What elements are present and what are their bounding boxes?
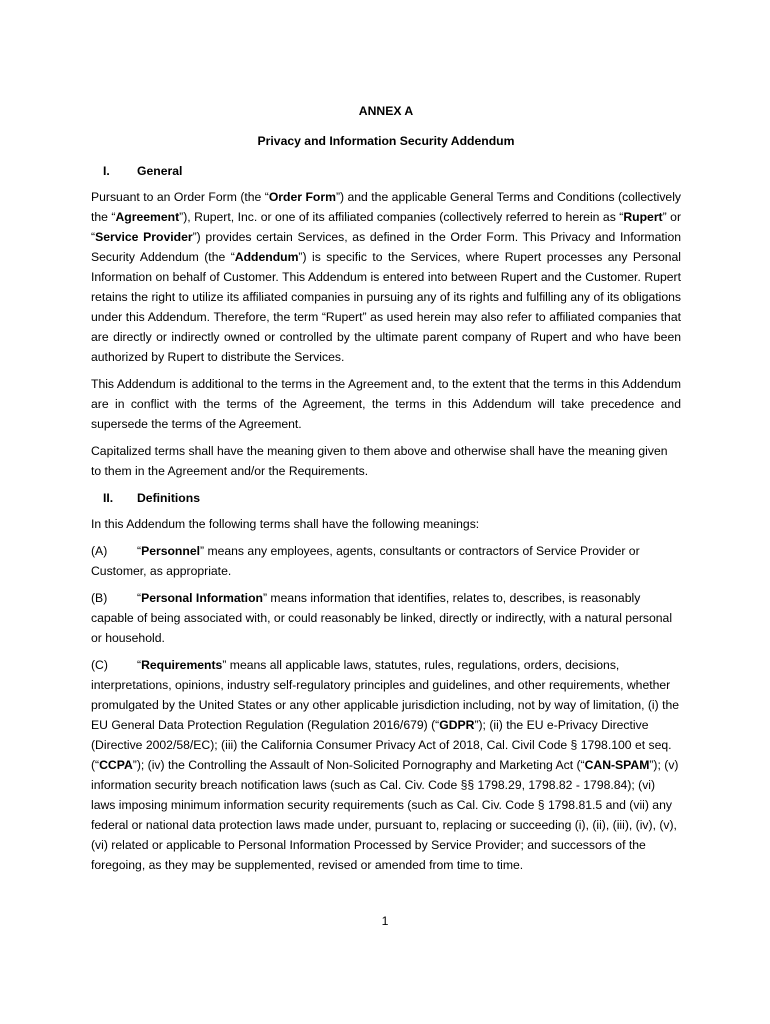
definition-term: Personnel — [141, 544, 200, 558]
definition-personal-information: (B) “Personal Information” means information that identifies, relates to, describes, is reasonably capable of being associated with, or could reasonably be linked, directly or indirectly, with a natural personal or household. — [91, 588, 681, 648]
section-heading-general — [91, 161, 681, 181]
section-title: Definitions — [137, 491, 200, 505]
general-paragraph-3: Capitalized terms shall have the meaning given to them above and otherwise shall have the meaning given to them in the Agreement and/or the Requirements. — [91, 444, 668, 478]
definition-personnel: (A) “Personnel” means any employees, agents, consultants or contractors of Service Provider or Customer, as appropriate. — [91, 541, 681, 581]
document-title: Privacy and Information Security Addendum — [257, 134, 515, 148]
definition-requirements: (C) “Requirements” means all applicable laws, statutes, rules, regulations, orders, decisions, interpretations, opinions, industry self-regulatory principles and guidelines, and other requirements, whether promulgated by the United States or any other applicable jurisdiction including, not by way of limitation, (i) the EU General Data Protection Regulation (Regulation 2016/679) (“GDPR”); (ii) the EU e-Privacy Directive (Directive 2002/58/EC); (iii) the California Consumer Privacy Act of 2018, Cal. Civil Code § 1798.100 et seq. (“CCPA”); (iv) the Controlling the Assault of Non-Solicited Pornography and Marketing Act (“CAN-SPAM”); (v) information security breach notification laws (such as Cal. Civ. Code §§ 1798.29, 1798.82 - 1798.84); (vi) laws imposing minimum information security requirements (such as Cal. Civ. Code § 1798.81.5 and (vii) any federal or national data protection laws made under, pursuant to, replacing or succeeding (i), (ii), (iii), (iv), (v), (vi) related or applicable to Personal Information Processed by Service Provider; and successors of the foregoing, as they may be supplemented, revised or amended from time to time. — [91, 655, 681, 875]
general-paragraph-2: This Addendum is additional to the terms in the Agreement and, to the extent that the terms in this Addendum are in conflict with the terms of the Agreement, the terms in this Addendum will take precedence and supersede the terms of the Agreement. — [91, 377, 681, 431]
definition-label: (C) — [91, 658, 108, 672]
page-number: 1 — [381, 914, 389, 928]
definition-label: (B) — [91, 591, 108, 605]
section-heading-definitions — [91, 488, 681, 508]
definition-term: Personal Information — [141, 591, 263, 605]
section-number: II. — [103, 491, 114, 505]
definitions-intro: In this Addendum the following terms shall have the following meanings: — [91, 517, 480, 531]
section-title: General — [137, 164, 183, 178]
annex-title: ANNEX A — [358, 104, 414, 118]
document-body — [91, 101, 681, 882]
section-number: I. — [103, 164, 110, 178]
definition-term: Requirements — [141, 658, 223, 672]
general-paragraph-1: Pursuant to an Order Form (the “Order Form”) and the applicable General Terms and Conditions (collectively the “Agreement”), Rupert, Inc. or one of its affiliated companies (collectively referred to herein as “Rupert” or “Service Provider”) provides certain Services, as defined in the Order Form. This Privacy and Information Security Addendum (the “Addendum”) is specific to the Services, where Rupert processes any Personal Information on behalf of Customer. This Addendum is entered into between Rupert and the Customer. Rupert retains the right to utilize its affiliated companies in pursuing any of its rights and fulfilling any of its obligations under this Addendum. Therefore, the term “Rupert” as used herein may also refer to affiliated companies that are directly or indirectly owned or controlled by the ultimate parent company of Rupert and who have been authorized by Rupert to distribute the Services. — [91, 190, 682, 364]
definition-label: (A) — [91, 544, 108, 558]
